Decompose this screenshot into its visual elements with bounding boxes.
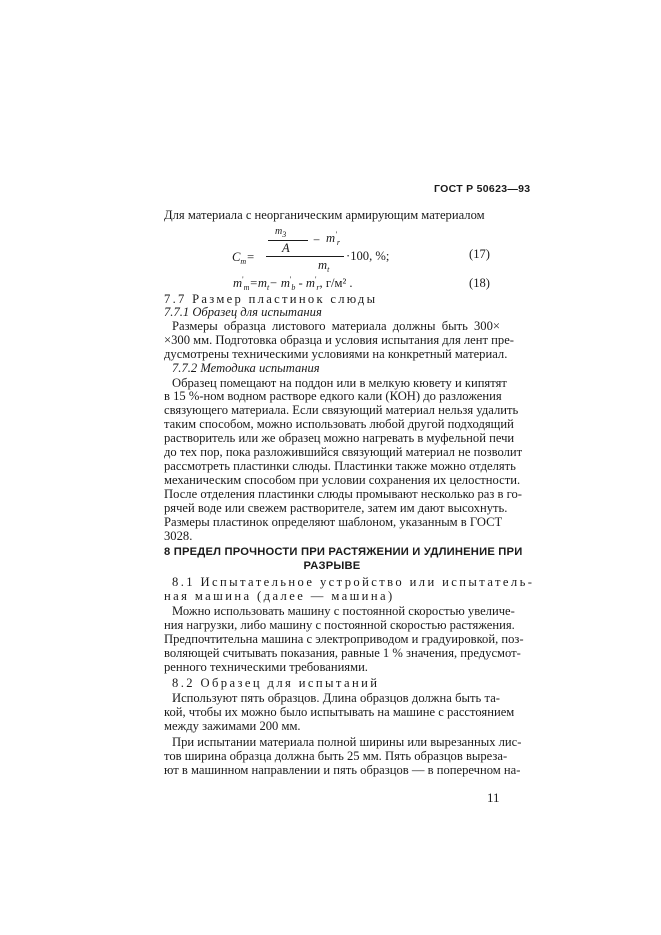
section-8-heading-line1: 8 ПРЕДЕЛ ПРОЧНОСТИ ПРИ РАСТЯЖЕНИИ И УДЛИНЕНИЕ ПРИ — [164, 546, 523, 558]
section-8-heading-line2: РАЗРЫВЕ — [303, 560, 361, 572]
paragraph-sample-size-line1: Размеры образца листового материала должны быть 300× — [172, 319, 500, 333]
machine-line: ренного техническими требованиями. — [164, 660, 368, 674]
eq17-rest: ·100, %; — [346, 249, 390, 263]
method-line: в 15 %-ном водном растворе едкого кали (КОН) до разложения — [164, 389, 502, 403]
width-line: При испытании материала полной ширины или вырезанных лис- — [172, 735, 522, 749]
samples-line: Используют пять образцов. Длина образцов должна быть та- — [172, 691, 500, 705]
eq18-number: (18) — [469, 276, 490, 290]
paragraph-sample-size-line2: ×300 мм. Подготовка образца и условия испытания для лент пре- — [164, 333, 514, 347]
width-line: тов ширина образца должна быть 25 мм. Пять образцов выреза- — [164, 749, 508, 763]
method-line: рассмотреть пластинки слюды. Пластинки также можно отделять — [164, 459, 516, 473]
method-line: После отделения пластинки слюды промывают несколько раз в го- — [164, 487, 522, 501]
page-number: 11 — [487, 790, 500, 805]
eq17-den: $m_t$ — [318, 258, 330, 274]
eq17-main-fraction-bar — [266, 256, 344, 257]
samples-line: между зажимами 200 мм. — [164, 719, 301, 733]
paragraph-sample-size-line3: дусмотрены техническими условиями на конкретный материал. — [164, 347, 508, 361]
section-8-1-heading-line2: ная машина (далее — машина) — [164, 589, 395, 603]
eq17-num1: $m_3$ — [275, 226, 287, 239]
method-line: растворитель или же образец можно нагревать в муфельной печи — [164, 431, 515, 445]
section-7-7-1-heading: 7.7.1 Образец для испытания — [164, 305, 322, 319]
eq17-num-den: A — [282, 241, 290, 255]
section-8-2-heading: 8.2 Образец для испытаний — [172, 676, 380, 690]
machine-line: ния нагрузки, либо машину с постоянной скоростью растяжения. — [164, 618, 515, 632]
method-line: до тех пор, пока разложившийся связующий материал не позволит — [164, 445, 523, 459]
machine-line: Предпочтительна машина с электроприводом и градуировкой, поз- — [164, 632, 524, 646]
section-8-1-heading-line1: 8.1 Испытательное устройство или испытатель- — [172, 575, 535, 589]
equation-18: $m'_m=m_t- m'_b - m'_r$, г/м² . — [233, 275, 353, 292]
eq17-minus: − — [313, 233, 321, 247]
method-line: Образец помещают на поддон или в мелкую кювету и кипятят — [172, 376, 507, 390]
machine-line: воляющей считывать показания, равные 1 % значения, предусмот- — [164, 646, 521, 660]
method-line: связующего материала. Если связующий материал нельзя удалить — [164, 403, 519, 417]
method-line: 3028. — [164, 529, 193, 543]
method-line: механическим способом при условии сохранения их целостности. — [164, 473, 521, 487]
eq17-lhs: $C_m=$ — [232, 250, 255, 266]
section-7-7-2-heading: 7.7.2 Методика испытания — [172, 361, 320, 375]
eq17-number: (17) — [469, 247, 490, 261]
method-line: рячей воде или свежем растворителе, затем им дают высохнуть. — [164, 501, 508, 515]
document-code-header: ГОСТ Р 50623—93 — [434, 183, 531, 195]
intro-text: Для материала с неорганическим армирующим материалом — [164, 208, 485, 222]
method-line: Размеры пластинок определяют шаблоном, указанным в ГОСТ — [164, 515, 503, 529]
machine-line: Можно использовать машину с постоянной скоростью увеличе- — [172, 604, 515, 618]
width-line: ют в машинном направлении и пять образцов — в поперечном на- — [164, 763, 521, 777]
samples-line: кой, чтобы их можно было испытывать на машине с расстоянием — [164, 705, 515, 719]
method-line: таким способом, можно использовать любой другой подходящий — [164, 417, 514, 431]
eq17-num2: $m'_r$ — [326, 230, 340, 247]
section-7-7-heading: 7.7 Размер пластинок слюды — [164, 292, 378, 306]
